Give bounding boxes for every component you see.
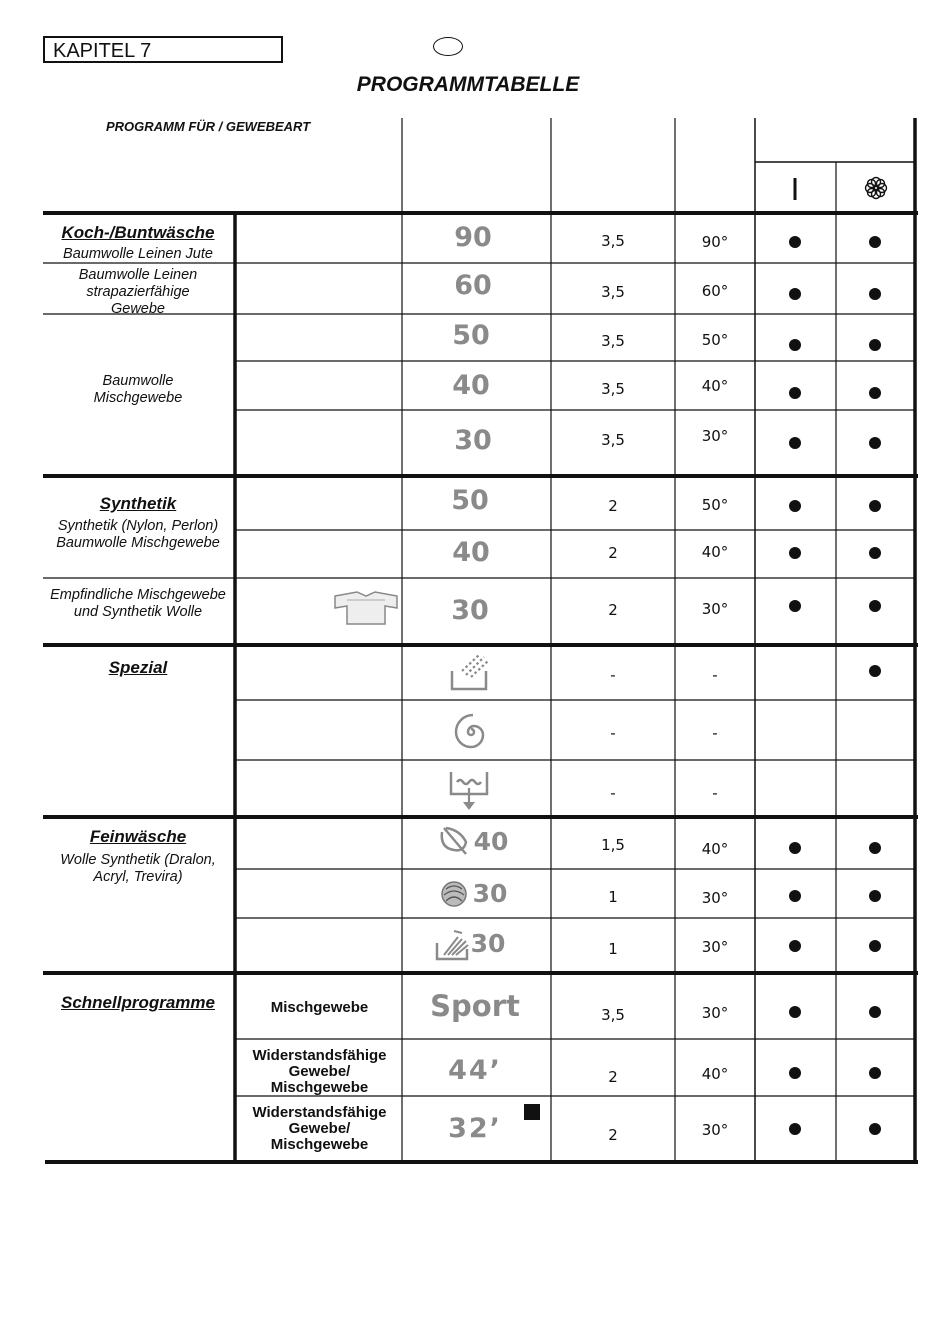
row-sub-label: Mischgewebe bbox=[270, 999, 369, 1016]
group-title-feinwaesche: Feinwäsche bbox=[89, 827, 187, 846]
load-value: 2 bbox=[608, 1068, 618, 1086]
prewash-dot bbox=[789, 1006, 801, 1018]
group-sub-wolle: Wolle Synthetik (Dralon, Acryl, Trevira) bbox=[60, 852, 216, 885]
softener-dot bbox=[869, 842, 881, 854]
group-sub-strapazierfaehig: Baumwolle Leinen strapazierfähige Gewebe bbox=[78, 267, 198, 317]
temp-value: 40° bbox=[701, 1065, 729, 1083]
temp-value: 40° bbox=[701, 543, 729, 561]
temp-value: 30° bbox=[701, 938, 729, 956]
temp-value: 50° bbox=[701, 496, 729, 514]
prewash-dot bbox=[789, 1067, 801, 1079]
program-label: Sport bbox=[430, 989, 520, 1023]
group-title-koch: Koch-/Buntwäsche bbox=[61, 223, 215, 242]
prewash-dot bbox=[789, 500, 801, 512]
load-value: 2 bbox=[608, 544, 618, 562]
softener-dot bbox=[869, 387, 881, 399]
prewash-dot bbox=[789, 1123, 801, 1135]
load-value: 2 bbox=[608, 497, 618, 515]
temp-value: 30° bbox=[701, 1004, 729, 1022]
softener-dot bbox=[869, 500, 881, 512]
page-title: PROGRAMMTABELLE bbox=[356, 73, 580, 96]
group-title-synthetik: Synthetik bbox=[99, 494, 177, 513]
program-label: 90 bbox=[454, 222, 492, 253]
group-title-spezial: Spezial bbox=[108, 658, 168, 677]
load-value: 1,5 bbox=[601, 836, 625, 854]
softener-dot bbox=[869, 890, 881, 902]
shirt-icon bbox=[333, 590, 399, 626]
prewash-dot bbox=[789, 600, 801, 612]
softener-dot bbox=[869, 236, 881, 248]
temp-value: - bbox=[712, 784, 718, 802]
program-label: 40 bbox=[473, 827, 509, 856]
temp-value: 30° bbox=[701, 600, 729, 618]
group-sub-jute: Baumwolle Leinen Jute bbox=[63, 246, 213, 262]
prewash-dot bbox=[789, 437, 801, 449]
load-value: 3,5 bbox=[601, 232, 625, 250]
load-value: - bbox=[610, 666, 616, 684]
prewash-dot bbox=[789, 339, 801, 351]
load-value: - bbox=[610, 724, 616, 742]
temp-value: 30° bbox=[701, 1121, 729, 1139]
softener-dot bbox=[869, 547, 881, 559]
program-label: 40 bbox=[452, 537, 490, 568]
load-value: 3,5 bbox=[601, 431, 625, 449]
temp-value: 30° bbox=[701, 427, 729, 445]
spin-icon bbox=[451, 712, 491, 752]
load-value: 3,5 bbox=[601, 380, 625, 398]
group-title-schnell: Schnellprogramme bbox=[61, 993, 215, 1012]
prewash-dot bbox=[789, 890, 801, 902]
program-label: 30 bbox=[470, 929, 506, 958]
temp-value: 90° bbox=[701, 233, 729, 251]
temp-value: - bbox=[712, 666, 718, 684]
softener-dot bbox=[869, 437, 881, 449]
handwash-icon bbox=[434, 927, 472, 963]
softener-dot bbox=[869, 940, 881, 952]
temp-value: 40° bbox=[701, 377, 729, 395]
wool-icon bbox=[438, 879, 470, 909]
program-label: 60 bbox=[454, 270, 492, 301]
load-value: 3,5 bbox=[601, 332, 625, 350]
black-square-marker bbox=[524, 1104, 540, 1120]
prewash-dot bbox=[789, 842, 801, 854]
flower-softener-icon bbox=[866, 178, 887, 199]
prewash-dot bbox=[789, 940, 801, 952]
load-value: 1 bbox=[608, 888, 618, 906]
load-value: 3,5 bbox=[601, 1006, 625, 1024]
group-sub-empfindlich: Empfindliche Mischgewebe und Synthetik Wolle bbox=[50, 587, 226, 620]
row-sub-label: Widerstandsfähige Gewebe/ Mischgewebe bbox=[252, 1047, 387, 1096]
softener-dot bbox=[869, 600, 881, 612]
chapter-label: KAPITEL 7 bbox=[43, 36, 283, 63]
prewash-dot bbox=[789, 387, 801, 399]
softener-dot bbox=[869, 1006, 881, 1018]
rinse-icon bbox=[448, 653, 492, 693]
load-value: 2 bbox=[608, 601, 618, 619]
temp-value: 50° bbox=[701, 331, 729, 349]
temp-value: 40° bbox=[701, 840, 729, 858]
softener-dot bbox=[869, 665, 881, 677]
softener-dot bbox=[869, 1123, 881, 1135]
load-value: 2 bbox=[608, 1126, 618, 1144]
program-label: 40 bbox=[452, 370, 490, 401]
prewash-dot bbox=[789, 547, 801, 559]
softener-dot bbox=[869, 339, 881, 351]
drain-icon bbox=[448, 768, 492, 814]
load-value: 1 bbox=[608, 940, 618, 958]
load-value: - bbox=[610, 784, 616, 802]
load-value: 3,5 bbox=[601, 283, 625, 301]
temp-value: 60° bbox=[701, 282, 729, 300]
program-label: 30 bbox=[472, 879, 508, 908]
group-sub-baumwolle-misch: Baumwolle Mischgewebe bbox=[93, 373, 183, 406]
prewash-dot bbox=[789, 288, 801, 300]
program-label: 30 bbox=[451, 595, 489, 626]
program-label: 44’ bbox=[448, 1055, 502, 1086]
prewash-dot bbox=[789, 236, 801, 248]
program-label: 50 bbox=[451, 485, 489, 516]
column-heading: PROGRAMM FÜR / GEWEBEART bbox=[106, 119, 311, 134]
softener-dot bbox=[869, 1067, 881, 1079]
feather-icon bbox=[438, 824, 470, 860]
temp-value: - bbox=[712, 724, 718, 742]
softener-dot bbox=[869, 288, 881, 300]
program-label: 32’ bbox=[448, 1113, 502, 1144]
program-label: 50 bbox=[452, 320, 490, 351]
program-label: 30 bbox=[454, 425, 492, 456]
row-sub-label: Widerstandsfähige Gewebe/ Mischgewebe bbox=[252, 1104, 387, 1153]
temp-value: 30° bbox=[701, 889, 729, 907]
group-sub-nylon: Synthetik (Nylon, Perlon) Baumwolle Mischgewebe bbox=[56, 518, 220, 551]
